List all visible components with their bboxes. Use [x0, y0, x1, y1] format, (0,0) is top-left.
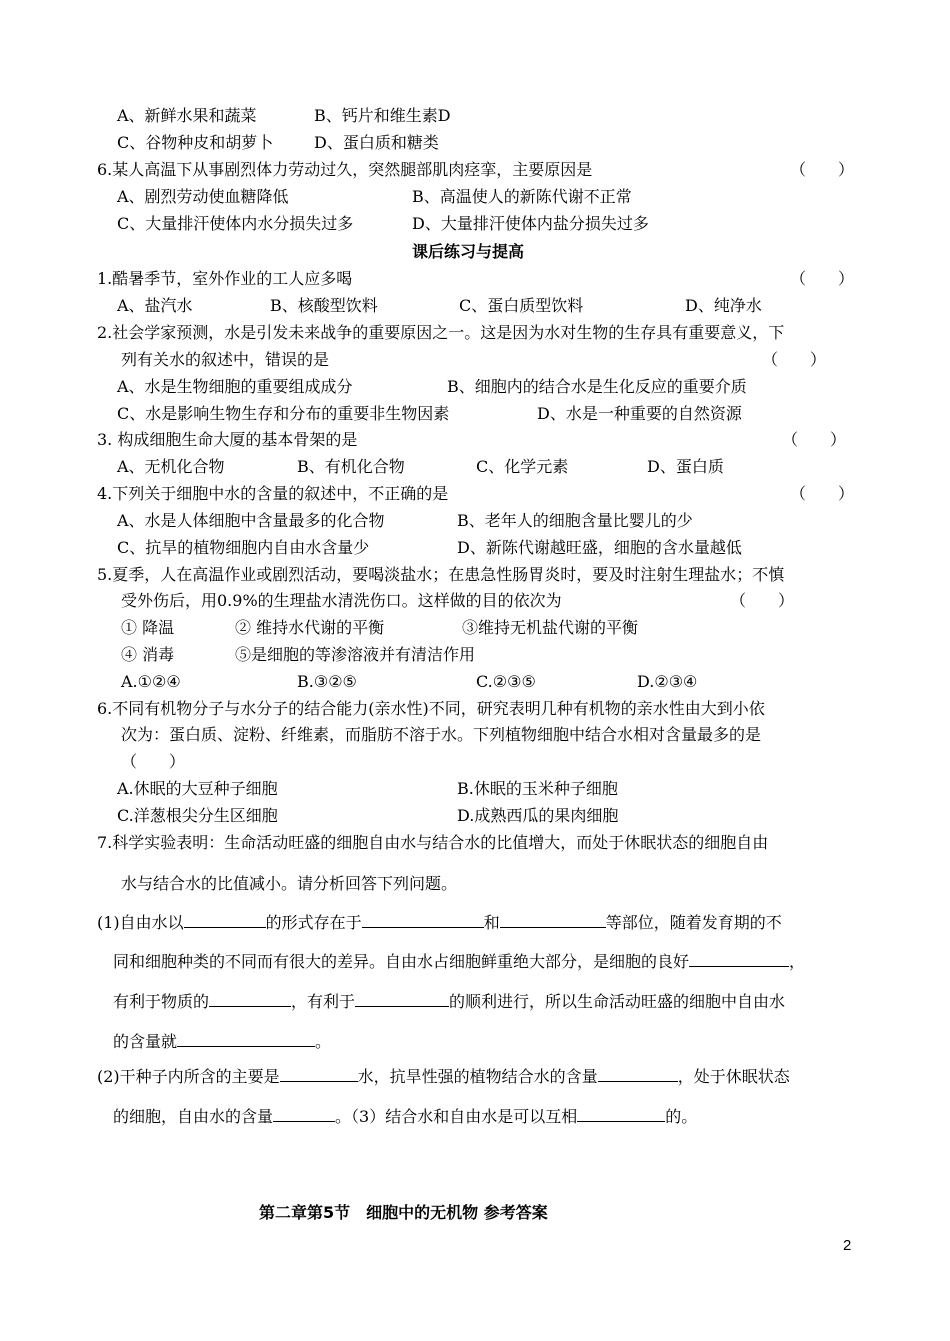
exercise-2-question-cont: 列有关水的叙述中，错误的是 — [121, 350, 330, 369]
exercise-7-question: 7.科学实验表明：生命活动旺盛的细胞自由水与结合水的比值增大，而处于休眠状态的细胞自由 — [97, 833, 769, 852]
option-b: B.③②⑤ — [297, 672, 357, 691]
option-c: C.洋葱根尖分生区细胞 — [117, 806, 278, 825]
option-a: A、盐汽水 — [117, 296, 193, 315]
option-c: C.②③⑤ — [476, 672, 536, 691]
item-4: ④ 消毒 — [121, 645, 175, 664]
option-d: D.成熟西瓜的果肉细胞 — [457, 806, 619, 825]
option-c: C、水是影响生物生存和分布的重要非生物因素 — [117, 404, 450, 423]
answer-paren: （ ） — [782, 430, 847, 449]
exercise-3-question: 3. 构成细胞生命大厦的基本骨架的是 — [97, 430, 358, 449]
option-a: A、剧烈劳动使血糖降低 — [117, 187, 289, 206]
item-5: ⑤是细胞的等渗溶液并有清洁作用 — [235, 645, 476, 664]
fill-line-1: (1)自由水以 的形式存在于 和 等部位，随着发育期的不 — [97, 913, 782, 932]
option-c: C、谷物种皮和胡萝卜 — [117, 133, 274, 152]
fill-line-5: (2)干种子内所含的主要是 水，抗旱性强的植物结合水的含量 ，处于休眠状态 — [97, 1067, 790, 1086]
item-3: ③维持无机盐代谢的平衡 — [462, 618, 639, 637]
answer-blank[interactable] — [209, 990, 291, 1007]
exercise-6-question-cont: 次为：蛋白质、淀粉、纤维素，而脂肪不溶于水。下列植物细胞中结合水相对含量最多的是 — [121, 725, 762, 744]
exercise-4-question: 4.下列关于细胞中水的含量的叙述中，不正确的是 — [97, 484, 449, 503]
question-6: 6.某人高温下从事剧烈体力劳动过久，突然腿部肌肉痉挛，主要原因是 — [97, 160, 593, 179]
answer-blank[interactable] — [355, 990, 449, 1007]
option-a: A.休眠的大豆种子细胞 — [117, 779, 278, 798]
option-c: C、化学元素 — [476, 457, 569, 476]
footer-title: 第二章第5节 细胞中的无机物 参考答案 — [259, 1203, 548, 1222]
answer-paren: （ ） — [790, 269, 855, 288]
answer-blank[interactable] — [184, 911, 266, 928]
answer-blank[interactable] — [280, 1065, 358, 1082]
option-b: B、老年人的细胞含量比婴儿的少 — [457, 511, 693, 530]
answer-blank[interactable] — [598, 1065, 678, 1082]
section-title: 课后练习与提高 — [412, 242, 525, 261]
item-2: ② 维持水代谢的平衡 — [235, 618, 385, 637]
exercise-7-question-cont: 水与结合水的比值减小。请分析回答下列问题。 — [121, 874, 458, 893]
option-b: B、钙片和维生素D — [314, 106, 451, 125]
answer-paren: （ ） — [762, 350, 827, 369]
answer-blank[interactable] — [362, 911, 484, 928]
answer-paren: （ ） — [790, 160, 855, 179]
answer-blank[interactable] — [577, 1105, 665, 1122]
answer-paren: （ ） — [790, 484, 855, 503]
option-a: A、无机化合物 — [117, 457, 225, 476]
option-c: C、大量排汗使体内水分损失过多 — [117, 214, 354, 233]
fill-line-2: 同和细胞种类的不同而有很大的差异。自由水占细胞鲜重绝大部分，是细胞的良好 ， — [113, 952, 806, 971]
answer-blank[interactable] — [273, 1105, 335, 1122]
answer-paren: （ ） — [121, 752, 186, 771]
option-d: D、大量排汗使体内盐分损失过多 — [412, 214, 649, 233]
option-b: B、有机化合物 — [297, 457, 405, 476]
option-d: D、蛋白质和糖类 — [314, 133, 439, 152]
option-a: A.①②④ — [121, 672, 181, 691]
option-d: D、蛋白质 — [647, 457, 724, 476]
option-b: B.休眠的玉米种子细胞 — [457, 779, 618, 798]
option-d: D.②③④ — [637, 672, 698, 691]
fill-line-6: 的细胞，自由水的含量 。（3）结合水和自由水是可以互相 的。 — [113, 1107, 698, 1126]
fill-line-3: 有利于物质的 ，有利于 的顺利进行，所以生命活动旺盛的细胞中自由水 — [113, 992, 786, 1011]
option-c: C、抗旱的植物细胞内自由水含量少 — [117, 538, 370, 557]
exercise-6-question: 6.不同有机物分子与水分子的结合能力(亲水性)不同，研究表明几种有机物的亲水性由大到小依 — [97, 699, 765, 718]
option-a: A、水是生物细胞的重要组成成分 — [117, 377, 353, 396]
page-number: 2 — [843, 1237, 852, 1254]
option-b: B、细胞内的结合水是生化反应的重要介质 — [447, 377, 747, 396]
answer-blank[interactable] — [500, 911, 606, 928]
option-d: D、水是一种重要的自然资源 — [537, 404, 742, 423]
answer-blank[interactable] — [689, 950, 789, 967]
item-1: ① 降温 — [121, 618, 175, 637]
answer-blank[interactable] — [177, 1030, 315, 1047]
fill-line-4: 的含量就 。 — [113, 1032, 332, 1051]
exercise-2-question: 2.社会学家预测，水是引发未来战争的重要原因之一。这是因为水对生物的生存具有重要意义，下 — [97, 323, 785, 342]
exercise-5-question: 5.夏季，人在高温作业或剧烈活动，要喝淡盐水；在患急性肠胃炎时，要及时注射生理盐水；不慎 — [97, 565, 785, 584]
option-a: A、新鲜水果和蔬菜 — [117, 106, 257, 125]
answer-paren: （ ） — [730, 591, 795, 610]
option-b: B、核酸型饮料 — [270, 296, 378, 315]
option-a: A、水是人体细胞中含量最多的化合物 — [117, 511, 385, 530]
exercise-5-question-cont: 受外伤后，用0.9%的生理盐水清洗伤口。这样做的目的依次为 — [121, 591, 562, 610]
exercise-1-question: 1.酷暑季节，室外作业的工人应多喝 — [97, 269, 353, 288]
option-d: D、新陈代谢越旺盛，细胞的含水量越低 — [457, 538, 742, 557]
option-c: C、蛋白质型饮料 — [459, 296, 584, 315]
option-b: B、高温使人的新陈代谢不正常 — [412, 187, 632, 206]
option-d: D、纯净水 — [685, 296, 762, 315]
